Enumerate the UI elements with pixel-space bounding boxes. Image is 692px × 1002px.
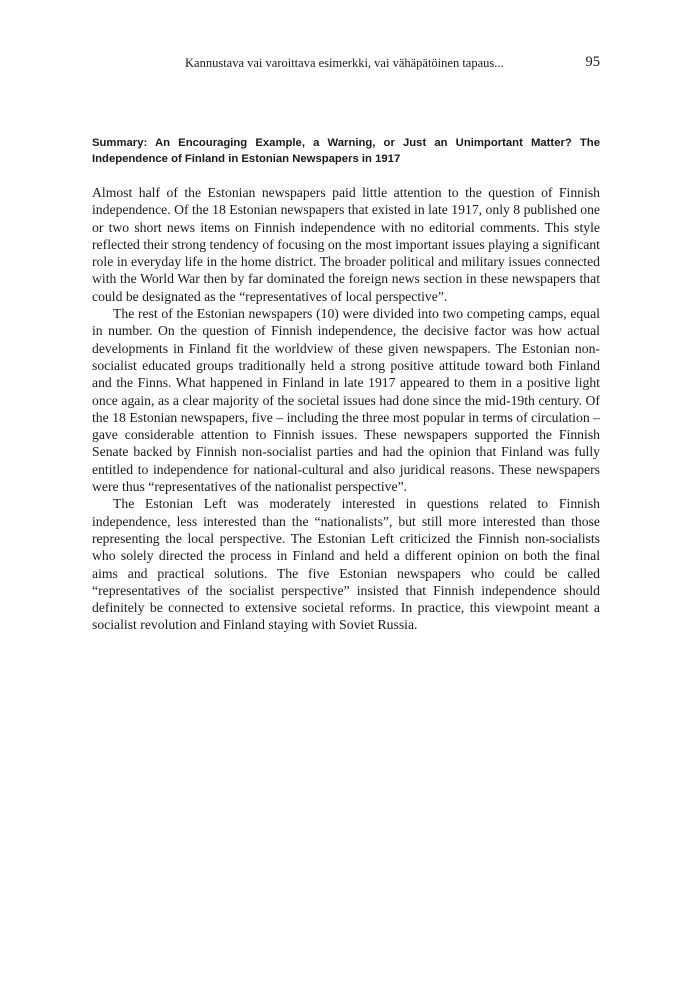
- summary-heading: Summary: An Encouraging Example, a Warning, or Just an Unimportant Matter? The Independence of Finland in Estonian Newspapers in 1917: [92, 137, 600, 165]
- running-header: [92, 54, 600, 72]
- paragraph-1: Almost half of the Estonian newspapers paid little attention to the question of Finnish independence. Of the 18 Estonian newspapers that existed in late 1917, only 8 published one or two short news items on Finnish independence with no editorial comments. This style reflected their strong tendency of focusing on the most important issues playing a significant role in everyday life in the home district. The broader political and military issues connected with the World War then by far dominated the foreign news section in these newspapers that could be designated as the “representatives of local perspective”.: [92, 185, 600, 304]
- paragraph-3: The Estonian Left was moderately interested in questions related to Finnish independence, less interested than the “nationalists”, but still more interested than those representing the local perspective. The Estonian Left criticized the Finnish non-socialists who solely directed the process in Finland and held a different opinion on both the final aims and practical solutions. The five Estonian newspapers who could be called “representatives of the socialist perspective” insisted that Finnish independence should definitely be connected to extensive societal reforms. In practice, this viewpoint meant a socialist revolution and Finland staying with Soviet Russia.: [92, 496, 600, 633]
- running-title: Kannustava vai varoittava esimerkki, vai vähäpätöinen tapaus...: [185, 56, 504, 70]
- page-number: 95: [585, 54, 600, 70]
- paragraph-2: The rest of the Estonian newspapers (10) were divided into two competing camps, equal in number. On the question of Finnish independence, the decisive factor was how actual developments in Finland fit the worldview of these given newspapers. The Estonian non-socialist educated groups traditionally held a strong positive attitude toward both Finland and the Finns. What happened in Finland in late 1917 appeared to them in a positive light once again, as a clear majority of the societal issues had done since the mid-19th century. Of the 18 Estonian newspapers, five – including the three most popular in terms of circulation – gave considerable attention to Finnish issues. These newspapers supported the Finnish Senate backed by Finnish non-socialist parties and had the opinion that Finland was fully entitled to independence for national-cultural and also juridical reasons. These newspapers were thus “representatives of the nationalist perspective”.: [92, 306, 600, 495]
- summary-body: [92, 184, 600, 634]
